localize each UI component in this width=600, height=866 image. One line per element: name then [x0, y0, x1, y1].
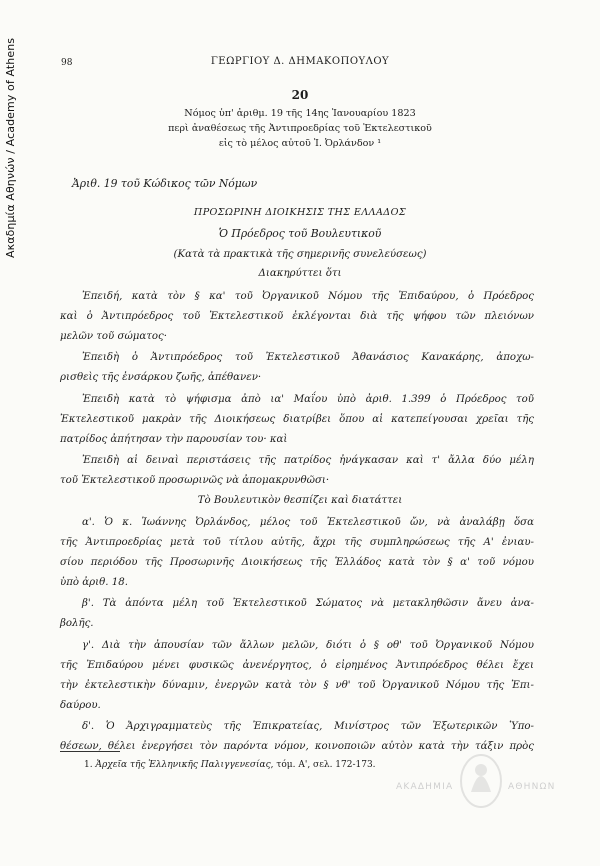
academy-seal-icon	[457, 752, 505, 810]
body-line: Ἐκτελεστικοῦ μακρὰν τῆς Διοικήσεως διατρίβει ὅπου αἱ κατεπείγουσαι χρεῖαι τῆς	[60, 414, 534, 425]
footnote	[84, 760, 376, 770]
government-heading: ΠΡΟΣΩΡΙΝΗ ΔΙΟΙΚΗΣΙΣ ΤΗΣ ΕΛΛΑΔΟΣ	[193, 207, 407, 218]
article-line: δαύρου.	[60, 700, 101, 711]
footnote-marker: 1.	[84, 760, 96, 770]
enactment-line: Τὸ Βουλευτικὸν θεσπίζει καὶ διατάττει	[197, 495, 403, 506]
body-line: Ἐπειδὴ κατὰ τὸ ψήφισμα ἀπὸ ια' Μαΐου ὑπὸ ἀριθ. 1.399 ὁ Πρόεδρος τοῦ	[82, 394, 534, 405]
watermark-seal-right: ΑΘΗΝΩΝ	[508, 782, 556, 792]
article-line: δ'. Ὁ Ἀρχιγραμματεὺς τῆς Ἐπικρατείας, Μινίστρος τῶν Ἐξωτερικῶν Ὑπο-	[82, 721, 534, 732]
article-line: ὑπὸ ἀριθ. 18.	[60, 577, 128, 588]
body-line: καὶ ὁ Ἀντιπρόεδρος τοῦ Ἐκτελεστικοῦ ἐκλέγονται διὰ τῆς ψήφου τῶν πλειόνων	[60, 311, 534, 322]
watermark-seal-left: ΑΚΑΔΗΜΙΑ	[396, 782, 454, 792]
body-line: Ἐπειδή, κατὰ τὸν § κα' τοῦ Ὀργανικοῦ Νόμου τῆς Ἐπιδαύρου, ὁ Πρόεδρος	[82, 291, 534, 302]
article-line: βολῆς.	[60, 618, 94, 629]
body-line: Ἐπειδὴ αἱ δειναὶ περιστάσεις τῆς πατρίδος ἠνάγκασαν καὶ τ' ἄλλα δύο μέλη	[82, 455, 534, 466]
title-line: εἰς τὸ μέλος αὐτοῦ Ἰ. Ὀρλάνδον ¹	[218, 138, 382, 149]
body-line: πατρίδος ἀπήτησαν τὴν παρουσίαν του· καὶ	[60, 434, 288, 445]
article-line: σίου περιόδου τῆς Προσωρινῆς Διοικήσεως τῆς Ἑλλάδος κατὰ τὸν § α' τοῦ νόμου	[60, 557, 534, 568]
declares-line: Διακηρύττει ὅτι	[258, 268, 342, 279]
minutes-line: (Κατὰ τὰ πρακτικὰ τῆς σημερινῆς συνελεύσεως)	[173, 249, 427, 260]
article-line: γ'. Διὰ τὴν ἀπουσίαν τῶν ἄλλων μελῶν, διότι ὁ § οθ' τοῦ Ὀργανικοῦ Νόμου	[82, 640, 534, 651]
body-line: ρισθεὶς τῆς ἐνσάρκου ζωῆς, ἀπέθανεν·	[60, 372, 262, 383]
article-line: α'. Ὁ κ. Ἰωάννης Ὀρλάνδος, μέλος τοῦ Ἐκτελεστικοῦ ὤν, νὰ ἀναλάβῃ ὅσα	[82, 517, 534, 528]
side-watermark: Ακαδημία Αθηνών / Academy of Athens	[4, 37, 17, 258]
body-line: τοῦ Ἐκτελεστικοῦ προσωρινῶς νὰ ἀπομακρυνθῶσι·	[60, 475, 330, 486]
body-line: μελῶν τοῦ σώματος·	[60, 331, 167, 342]
running-head: ΓΕΩΡΓΙΟΥ Δ. ΔΗΜΑΚΟΠΟΥΛΟΥ	[210, 56, 390, 67]
footnote-ref: , τόμ. Α', σελ. 172-173.	[270, 760, 376, 770]
footnote-source: Ἀρχεῖα τῆς Ἑλληνικῆς Παλιγγενεσίας	[95, 760, 271, 770]
president-line: Ὁ Πρόεδρος τοῦ Βουλευτικοῦ	[218, 227, 382, 240]
article-line: τὴν ἐκτελεστικὴν δύναμιν, ἐνεργῶν κατὰ τὸν § νθ' τοῦ Ὀργανικοῦ Νόμου τῆς Ἐπι-	[60, 680, 534, 691]
body-line: Ἐπειδὴ ὁ Ἀντιπρόεδρος τοῦ Ἐκτελεστικοῦ Ἀθανάσιος Κανακάρης, ἀποχω-	[82, 352, 534, 363]
page-number: 98	[61, 58, 73, 68]
footnote-divider	[60, 751, 120, 752]
document-title	[0, 106, 600, 151]
title-line: περὶ ἀναθέσεως τῆς Ἀντιπροεδρίας τοῦ Ἐκτελεστικοῦ	[168, 123, 432, 134]
title-line: Νόμος ὑπ' ἀριθμ. 19 τῆς 14ης Ἰανουαρίου 1823	[184, 108, 416, 119]
article-line: θέσεων, θέλει ἐνεργήσει τὸν παρόντα νόμον, κοινοποιῶν αὐτὸν κατὰ τὴν τάξιν πρὸς	[60, 741, 534, 752]
code-reference: Ἀριθ. 19 τοῦ Κώδικος τῶν Νόμων	[72, 177, 258, 190]
article-line: τῆς Ἐπιδαύρου μένει φυσικῶς ἀνενέργητος, ὁ εἰρημένος Ἀντιπρόεδρος θέλει ἔχει	[60, 660, 534, 671]
document-number: 20	[291, 88, 309, 102]
article-line: τῆς Ἀντιπροεδρίας μετὰ τοῦ τίτλου αὐτῆς, ἄχρι τῆς συμπληρώσεως τῆς Α' ἐνιαυ-	[60, 537, 534, 548]
article-line: β'. Τὰ ἀπόντα μέλη τοῦ Ἐκτελεστικοῦ Σώματος νὰ μετακληθῶσιν ἄνευ ἀνα-	[82, 598, 534, 609]
